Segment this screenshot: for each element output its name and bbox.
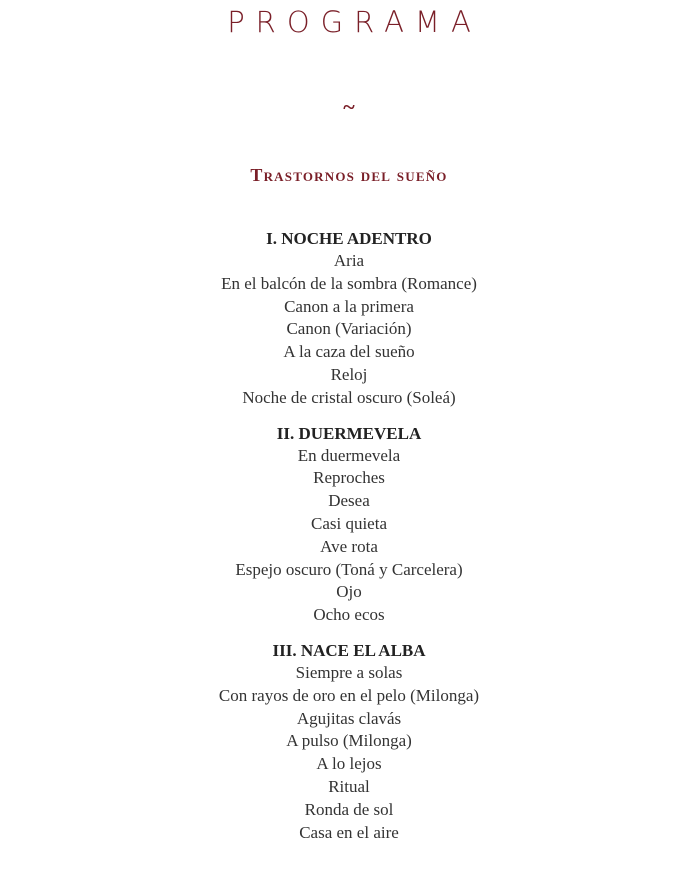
piece-item: Casa en el aire bbox=[299, 822, 399, 842]
piece-item: A lo lejos bbox=[316, 754, 382, 774]
piece-item: Siempre a solas bbox=[295, 662, 403, 682]
piece-item: Desea bbox=[328, 491, 370, 511]
program-list bbox=[0, 227, 698, 856]
piece-item: Reproches bbox=[313, 468, 385, 488]
piece-item: Ocho ecos bbox=[313, 605, 385, 625]
piece-item: Casi quieta bbox=[310, 513, 387, 533]
section-nace-el-alba bbox=[0, 639, 698, 844]
piece-item: Ojo bbox=[336, 582, 362, 602]
piece-item: Ronda de sol bbox=[304, 799, 394, 819]
work-title: Trastornos del sueño bbox=[250, 165, 448, 185]
section-title: III. NACE EL ALBA bbox=[272, 640, 426, 660]
piece-item: Ave rota bbox=[320, 536, 378, 556]
page-title: PROGRAMA bbox=[227, 5, 482, 39]
piece-item: Canon a la primera bbox=[284, 296, 414, 316]
section-title: II. DUERMEVELA bbox=[276, 423, 422, 443]
piece-item: A la caza del sueño bbox=[283, 342, 415, 362]
piece-item: Aria bbox=[333, 251, 365, 270]
piece-item: Agujitas clavás bbox=[296, 708, 402, 728]
piece-item: A pulso (Milonga) bbox=[286, 731, 412, 751]
piece-item: En el balcón de la sombra (Romance) bbox=[221, 273, 477, 293]
piece-item: En duermevela bbox=[297, 445, 401, 465]
piece-item: Canon (Variación) bbox=[286, 319, 412, 339]
piece-item: Reloj bbox=[330, 364, 368, 384]
section-duermevela bbox=[0, 422, 698, 627]
piece-item: Ritual bbox=[328, 776, 370, 796]
piece-item: Espejo oscuro (Toná y Carcelera) bbox=[235, 559, 463, 579]
section-noche-adentro bbox=[0, 227, 698, 410]
piece-item: Con rayos de oro en el pelo (Milonga) bbox=[218, 685, 480, 705]
section-title: I. NOCHE ADENTRO bbox=[266, 229, 432, 248]
piece-item: Noche de cristal oscuro (Soleá) bbox=[242, 387, 456, 407]
tilde-ornament: ~ bbox=[343, 94, 355, 119]
